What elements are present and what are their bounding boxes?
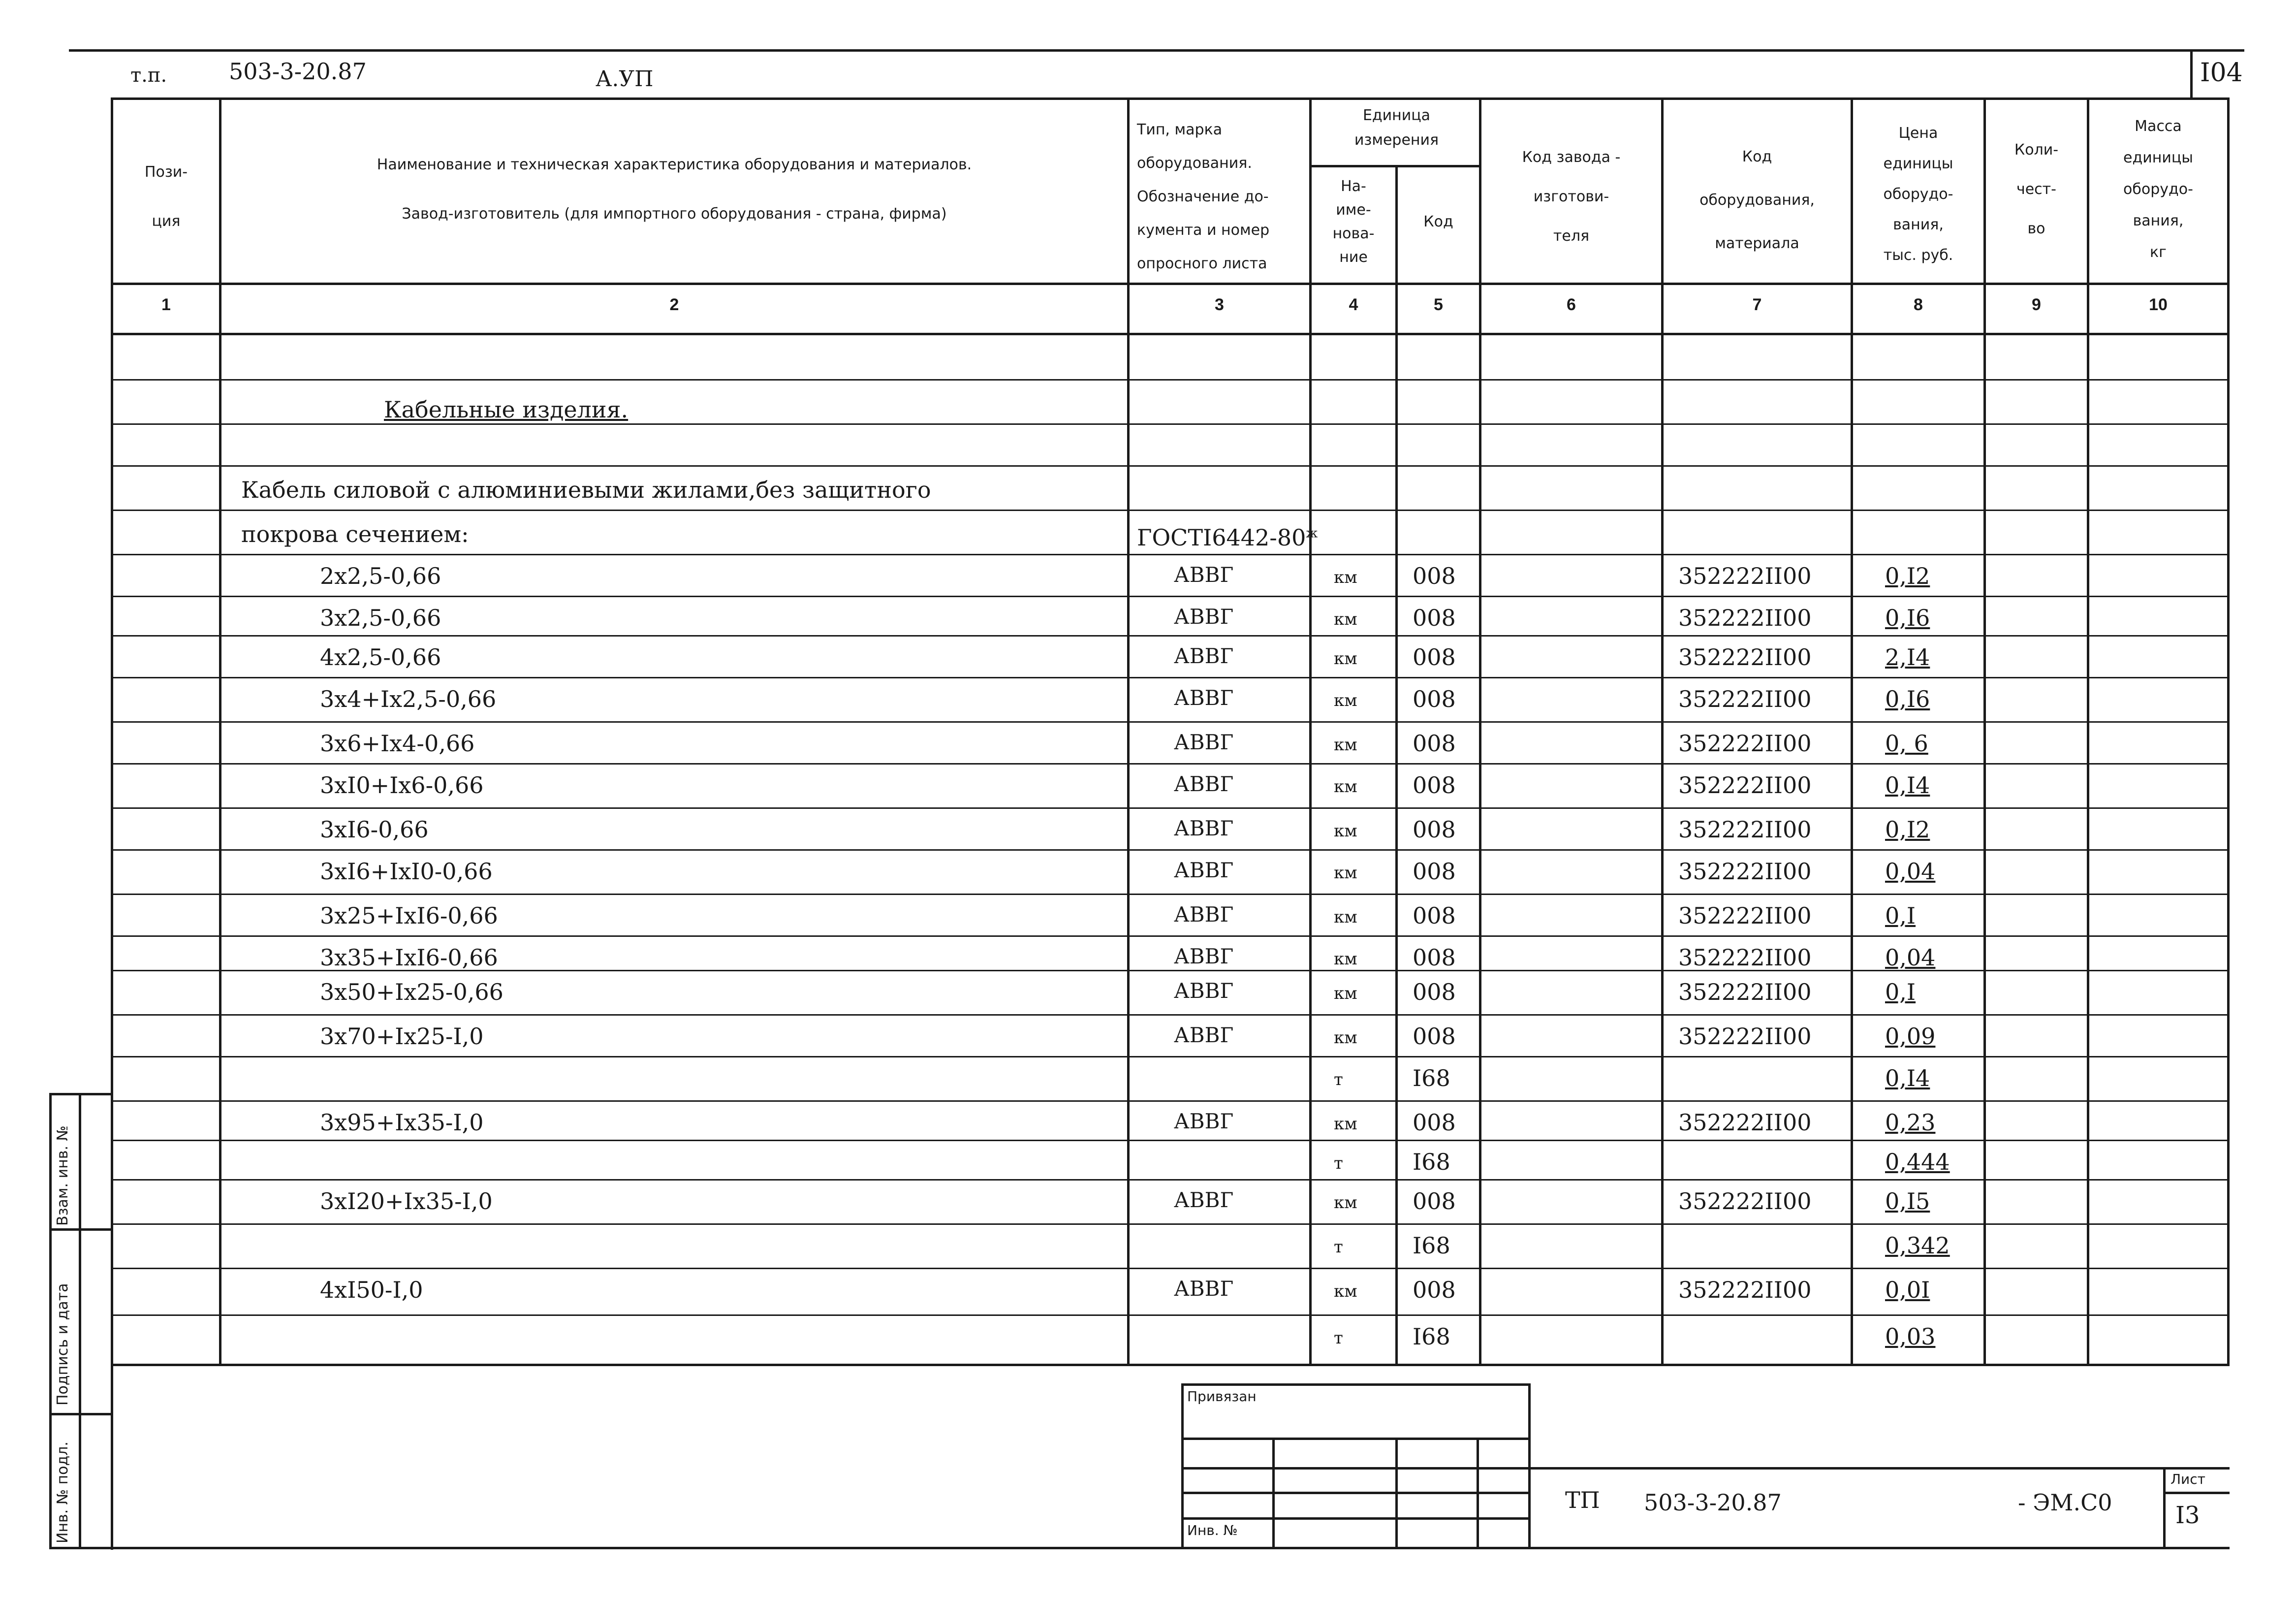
row-5-code: 352222II00 bbox=[1678, 730, 1812, 757]
row-7-price: 0,I2 bbox=[1885, 816, 1930, 843]
row-7-unit: км bbox=[1334, 821, 1357, 841]
row-12-price: 0,09 bbox=[1885, 1023, 1936, 1050]
row-10-code: 352222II00 bbox=[1678, 944, 1812, 971]
row-5-ucode: 008 bbox=[1413, 730, 1456, 757]
gost-mark: ж bbox=[1306, 526, 1318, 541]
row-10-name: 3х35+IхI6-0,66 bbox=[320, 944, 498, 971]
row-17-ucode: I68 bbox=[1413, 1232, 1450, 1259]
row-4-price: 0,I6 bbox=[1885, 686, 1930, 712]
intro-line-2: покрова сечением: bbox=[241, 521, 469, 547]
row-19-unit: т bbox=[1334, 1328, 1343, 1348]
col-num-3: 3 bbox=[1215, 295, 1224, 314]
row-7-type: АВВГ bbox=[1174, 816, 1234, 840]
row-5-type: АВВГ bbox=[1174, 730, 1234, 754]
stamp-list-number: I3 bbox=[2175, 1502, 2200, 1529]
row-9-unit: км bbox=[1334, 907, 1357, 927]
stamp-list-label: Лист bbox=[2170, 1471, 2205, 1487]
row-16-name: 3хI20+Iх35-I,0 bbox=[320, 1188, 493, 1215]
row-9-price: 0,I bbox=[1885, 902, 1916, 929]
row-3-name: 4х2,5-0,66 bbox=[320, 644, 441, 671]
row-19-ucode: I68 bbox=[1413, 1323, 1450, 1350]
row-7-ucode: 008 bbox=[1413, 816, 1456, 843]
row-8-price: 0,04 bbox=[1885, 858, 1936, 885]
row-11-price: 0,I bbox=[1885, 979, 1916, 1005]
col-header-plant-code: Код завода - изготови- теля bbox=[1522, 149, 1621, 245]
row-6-unit: км bbox=[1334, 777, 1357, 797]
row-2-name: 3х2,5-0,66 bbox=[320, 605, 441, 631]
gost-number: ГОСТI6442-80 bbox=[1137, 524, 1306, 551]
row-18-name: 4хI50-I,0 bbox=[320, 1277, 423, 1303]
row-16-code: 352222II00 bbox=[1678, 1188, 1812, 1215]
sheet-number: I04 bbox=[2200, 58, 2243, 88]
row-6-code: 352222II00 bbox=[1678, 772, 1812, 799]
side-label-vzam: Взам. инв. № bbox=[54, 1125, 71, 1226]
row-2-code: 352222II00 bbox=[1678, 605, 1812, 631]
row-18-price: 0,0I bbox=[1885, 1277, 1930, 1303]
row-12-unit: км bbox=[1334, 1028, 1357, 1048]
row-14-type: АВВГ bbox=[1174, 1109, 1234, 1133]
row-2-price: 0,I6 bbox=[1885, 605, 1930, 631]
col-num-9: 9 bbox=[2032, 295, 2041, 314]
album-label: А.УП bbox=[596, 66, 654, 92]
row-8-type: АВВГ bbox=[1174, 858, 1234, 882]
col-header-mass: Масса единицы оборудо- вания, кг bbox=[2123, 118, 2193, 261]
stamp-tp: ТП bbox=[1565, 1487, 1600, 1513]
row-4-type: АВВГ bbox=[1174, 686, 1234, 710]
intro-line-1: Кабель силовой с алюминиевыми жилами,без защитного bbox=[241, 477, 931, 503]
stamp-suffix: - ЭМ.С0 bbox=[2018, 1489, 2112, 1516]
row-18-unit: км bbox=[1334, 1281, 1357, 1301]
col-num-6: 6 bbox=[1567, 295, 1576, 314]
row-9-type: АВВГ bbox=[1174, 902, 1234, 927]
row-4-code: 352222II00 bbox=[1678, 686, 1812, 712]
section-title: Кабельные изделия. bbox=[384, 396, 629, 423]
row-17-price: 0,342 bbox=[1885, 1232, 1950, 1259]
row-10-ucode: 008 bbox=[1413, 944, 1456, 971]
row-9-ucode: 008 bbox=[1413, 902, 1456, 929]
row-1-code: 352222II00 bbox=[1678, 563, 1812, 589]
row-3-type: АВВГ bbox=[1174, 644, 1234, 668]
row-14-name: 3х95+Iх35-I,0 bbox=[320, 1109, 484, 1136]
row-9-code: 352222II00 bbox=[1678, 902, 1812, 929]
col-num-4: 4 bbox=[1349, 295, 1358, 314]
row-13-ucode: I68 bbox=[1413, 1065, 1450, 1091]
side-label-podpis: Подпись и дата bbox=[54, 1283, 71, 1406]
col-header-unit-name: На- име- нова- ние bbox=[1332, 178, 1375, 266]
row-8-code: 352222II00 bbox=[1678, 858, 1812, 885]
row-18-code: 352222II00 bbox=[1678, 1277, 1812, 1303]
row-5-unit: км bbox=[1334, 735, 1357, 755]
row-3-unit: км bbox=[1334, 649, 1357, 669]
col-header-unit-code: Код bbox=[1423, 213, 1453, 230]
row-11-type: АВВГ bbox=[1174, 979, 1234, 1003]
row-2-type: АВВГ bbox=[1174, 605, 1234, 629]
row-18-type: АВВГ bbox=[1174, 1277, 1234, 1301]
row-2-unit: км bbox=[1334, 609, 1357, 629]
row-8-unit: км bbox=[1334, 863, 1357, 883]
row-3-price: 2,I4 bbox=[1885, 644, 1930, 671]
gost-reference bbox=[1137, 524, 1318, 551]
row-19-price: 0,03 bbox=[1885, 1323, 1936, 1350]
row-14-ucode: 008 bbox=[1413, 1109, 1456, 1136]
row-10-type: АВВГ bbox=[1174, 944, 1234, 968]
col-num-5: 5 bbox=[1434, 295, 1443, 314]
row-16-type: АВВГ bbox=[1174, 1188, 1234, 1212]
row-6-name: 3хI0+Iх6-0,66 bbox=[320, 772, 484, 799]
row-3-ucode: 008 bbox=[1413, 644, 1456, 671]
row-11-name: 3х50+Iх25-0,66 bbox=[320, 979, 503, 1005]
row-1-price: 0,I2 bbox=[1885, 563, 1930, 589]
row-6-type: АВВГ bbox=[1174, 772, 1234, 796]
side-label-inv-podl: Инв. № подл. bbox=[54, 1441, 71, 1543]
col-header-name: Наименование и техническая характеристика оборудования и материалов. Завод-изготовитель (для импортного оборудования - страна, фирма) bbox=[377, 156, 972, 223]
row-12-code: 352222II00 bbox=[1678, 1023, 1812, 1050]
row-15-unit: т bbox=[1334, 1153, 1343, 1173]
col-num-7: 7 bbox=[1752, 295, 1762, 314]
stamp-inv-no: Инв. № bbox=[1187, 1522, 1238, 1538]
col-header-equipment-code: Код оборудования, материала bbox=[1699, 148, 1815, 252]
col-header-unit-group: Единица измерения bbox=[1354, 107, 1439, 149]
row-14-price: 0,23 bbox=[1885, 1109, 1936, 1136]
col-header-position: Пози- ция bbox=[144, 163, 188, 230]
stamp-privyazan: Привязан bbox=[1187, 1388, 1257, 1405]
row-9-name: 3х25+IхI6-0,66 bbox=[320, 902, 498, 929]
col-num-2: 2 bbox=[669, 295, 679, 314]
row-14-unit: км bbox=[1334, 1114, 1357, 1134]
stamp-code: 503-3-20.87 bbox=[1644, 1489, 1782, 1516]
row-11-ucode: 008 bbox=[1413, 979, 1456, 1005]
row-7-code: 352222II00 bbox=[1678, 816, 1812, 843]
row-13-unit: т bbox=[1334, 1070, 1343, 1089]
row-11-code: 352222II00 bbox=[1678, 979, 1812, 1005]
row-1-type: АВВГ bbox=[1174, 563, 1234, 587]
row-12-type: АВВГ bbox=[1174, 1023, 1234, 1047]
row-18-ucode: 008 bbox=[1413, 1277, 1456, 1303]
tp-label: т.п. bbox=[130, 64, 167, 87]
row-5-price: 0, 6 bbox=[1885, 730, 1928, 757]
row-8-name: 3хI6+IхI0-0,66 bbox=[320, 858, 493, 885]
row-3-code: 352222II00 bbox=[1678, 644, 1812, 671]
row-12-ucode: 008 bbox=[1413, 1023, 1456, 1050]
row-15-price: 0,444 bbox=[1885, 1149, 1950, 1175]
col-num-1: 1 bbox=[161, 295, 171, 314]
col-header-type: Тип, марка оборудования. Обозначение до- кумента и номер опросного листа bbox=[1137, 121, 1270, 272]
row-11-unit: км bbox=[1334, 984, 1357, 1003]
row-4-ucode: 008 bbox=[1413, 686, 1456, 712]
row-4-name: 3х4+Iх2,5-0,66 bbox=[320, 686, 497, 712]
project-code: 503-3-20.87 bbox=[229, 58, 367, 85]
row-10-price: 0,04 bbox=[1885, 944, 1936, 971]
row-17-unit: т bbox=[1334, 1237, 1343, 1257]
col-header-price: Цена единицы оборудо- вания, тыс. руб. bbox=[1883, 125, 1953, 264]
col-num-8: 8 bbox=[1914, 295, 1923, 314]
row-16-price: 0,I5 bbox=[1885, 1188, 1930, 1215]
row-5-name: 3х6+Iх4-0,66 bbox=[320, 730, 475, 757]
row-4-unit: км bbox=[1334, 691, 1357, 710]
row-14-code: 352222II00 bbox=[1678, 1109, 1812, 1136]
row-16-unit: км bbox=[1334, 1193, 1357, 1213]
row-12-name: 3х70+Iх25-I,0 bbox=[320, 1023, 484, 1050]
row-6-ucode: 008 bbox=[1413, 772, 1456, 799]
row-2-ucode: 008 bbox=[1413, 605, 1456, 631]
row-1-unit: км bbox=[1334, 568, 1357, 587]
row-10-unit: км bbox=[1334, 949, 1357, 969]
row-7-name: 3хI6-0,66 bbox=[320, 816, 429, 843]
row-16-ucode: 008 bbox=[1413, 1188, 1456, 1215]
row-6-price: 0,I4 bbox=[1885, 772, 1930, 799]
col-header-quantity: Коли- чест- во bbox=[2014, 141, 2059, 237]
col-num-10: 10 bbox=[2149, 295, 2168, 314]
row-1-name: 2х2,5-0,66 bbox=[320, 563, 441, 589]
row-13-price: 0,I4 bbox=[1885, 1065, 1930, 1091]
row-1-ucode: 008 bbox=[1413, 563, 1456, 589]
row-15-ucode: I68 bbox=[1413, 1149, 1450, 1175]
row-8-ucode: 008 bbox=[1413, 858, 1456, 885]
